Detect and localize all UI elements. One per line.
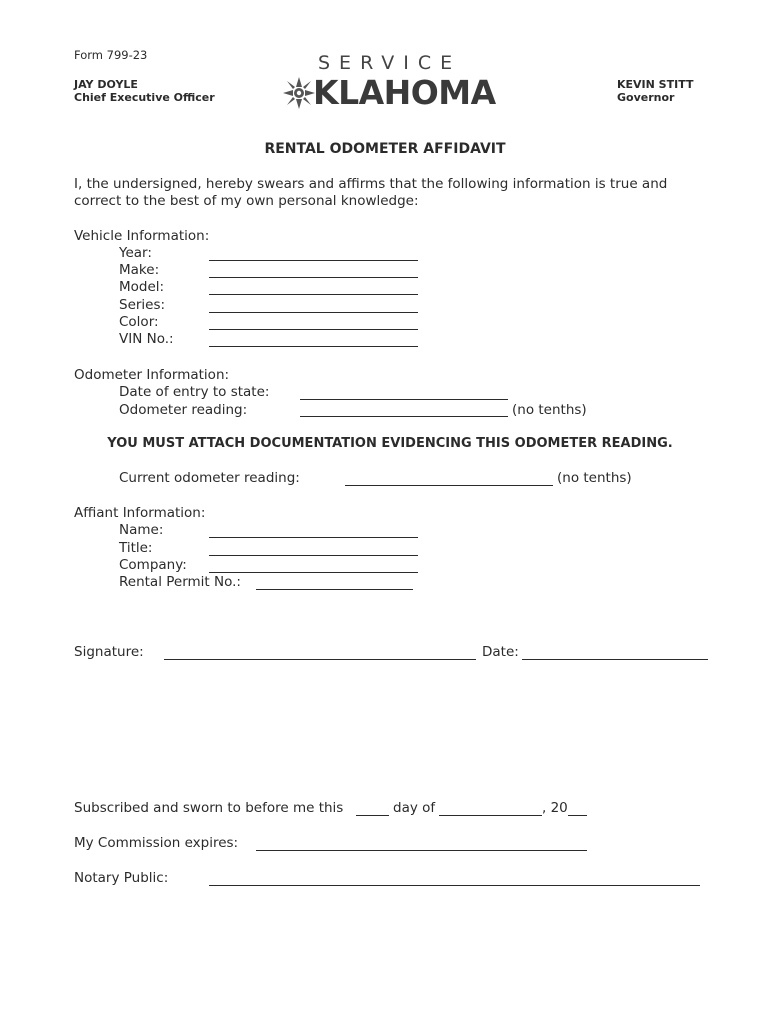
logo-main-text: KLAHOMA [313,73,496,112]
odometer-reading-field[interactable] [300,416,508,417]
make-label: Make: [119,262,160,278]
color-label: Color: [119,314,159,330]
color-field[interactable] [209,329,418,330]
company-label: Company: [119,557,187,573]
notary-label: Notary Public: [74,870,169,886]
documentation-notice: YOU MUST ATTACH DOCUMENTATION EVIDENCING THIS ODOMETER READING. [107,436,673,451]
subscribed-text-1: Subscribed and sworn to before me this [74,800,344,816]
series-label: Series: [119,297,166,313]
current-reading-label: Current odometer reading: [119,470,300,486]
affiant-heading: Affiant Information: [74,505,206,521]
permit-label: Rental Permit No.: [119,574,241,590]
subscribed-text-3: , 20 [542,800,568,816]
intro-line-1: I, the undersigned, hereby swears and affirms that the following information is true and [74,176,668,192]
odometer-reading-label: Odometer reading: [119,402,248,418]
subscribed-text-2: day of [393,800,436,816]
year-label: Year: [119,245,152,261]
title-label: Title: [119,540,153,556]
vin-field[interactable] [209,346,418,347]
current-reading-field[interactable] [345,485,553,486]
odometer-no-tenths: (no tenths) [512,402,587,418]
governor-title: Governor [617,91,675,104]
commission-label: My Commission expires: [74,835,239,851]
odometer-heading: Odometer Information: [74,367,230,383]
month-field[interactable] [439,815,542,816]
logo-service-text: SERVICE [318,52,462,74]
model-field[interactable] [209,294,418,295]
intro-line-2: correct to the best of my own personal knowledge: [74,193,419,209]
name-field[interactable] [209,537,418,538]
date-entry-label: Date of entry to state: [119,384,270,400]
series-field[interactable] [209,312,418,313]
year-field[interactable] [209,260,418,261]
vehicle-heading: Vehicle Information: [74,228,210,244]
governor-name: KEVIN STITT [617,78,694,91]
signature-field[interactable] [164,659,476,660]
permit-field[interactable] [256,589,413,590]
current-no-tenths: (no tenths) [557,470,632,486]
signature-label: Signature: [74,644,144,660]
commission-field[interactable] [256,850,587,851]
date-field[interactable] [522,659,708,660]
date-entry-field[interactable] [300,399,508,400]
notary-field[interactable] [209,885,700,886]
page-title: RENTAL ODOMETER AFFIDAVIT [264,141,506,157]
day-field[interactable] [356,815,389,816]
vin-label: VIN No.: [119,331,174,347]
ceo-title: Chief Executive Officer [74,91,215,104]
date-label: Date: [482,644,519,660]
company-field[interactable] [209,572,418,573]
year-suffix-field[interactable] [568,815,587,816]
form-number: Form 799-23 [74,48,148,62]
name-label: Name: [119,522,164,538]
ceo-name: JAY DOYLE [74,78,138,91]
make-field[interactable] [209,277,418,278]
title-field[interactable] [209,555,418,556]
model-label: Model: [119,279,165,295]
oklahoma-star-icon [282,76,316,110]
